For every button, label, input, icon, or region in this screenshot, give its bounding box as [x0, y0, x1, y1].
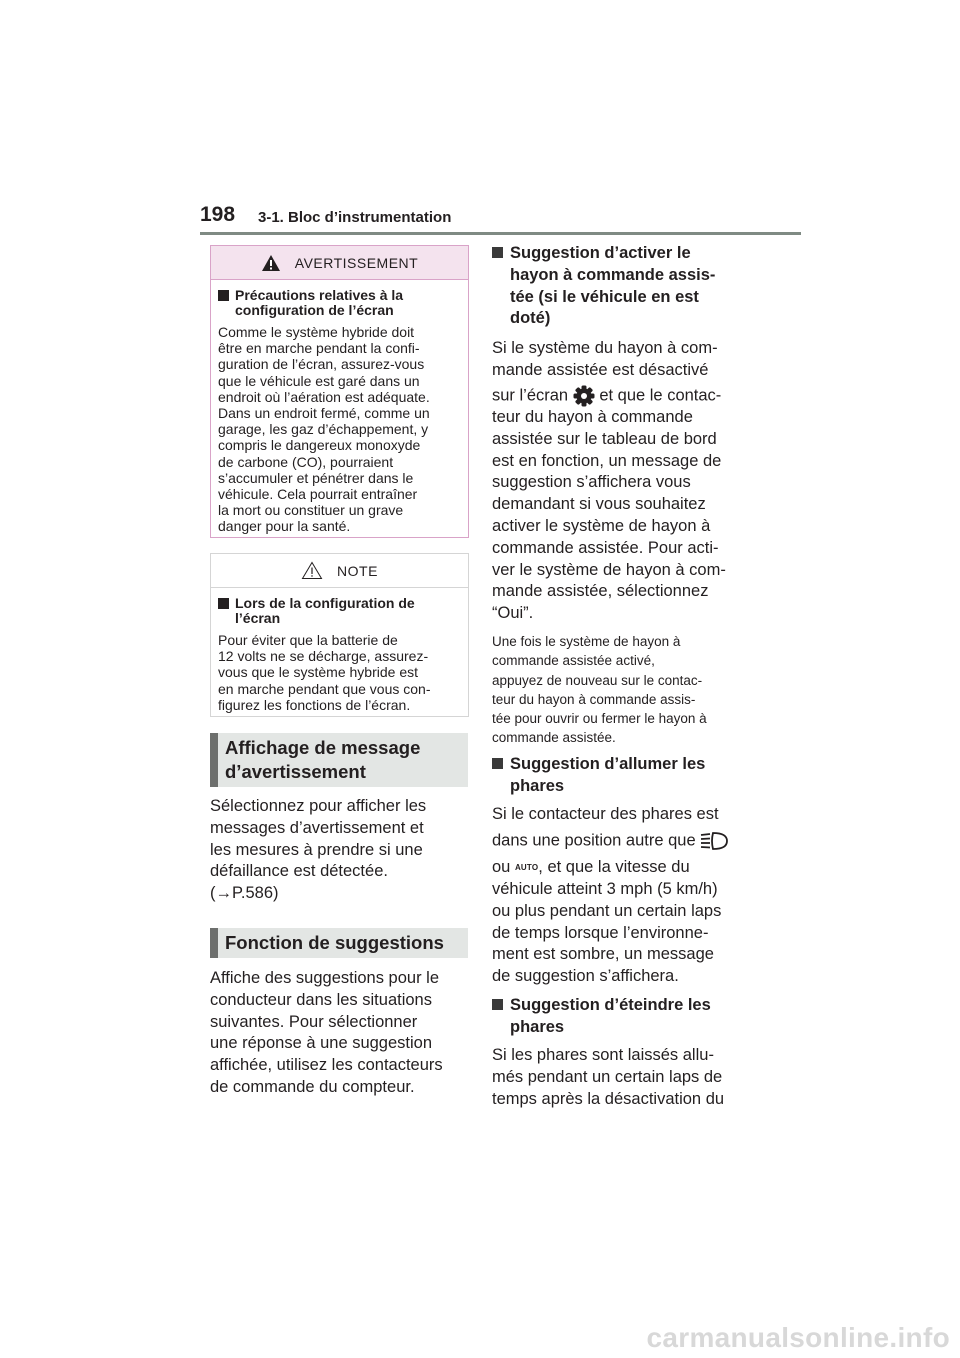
text-line: demandant si vous souhaitez	[492, 495, 706, 514]
text-line: endroit où l’aération est adéquate.	[218, 388, 430, 405]
section1-paragraph: Sélectionnez pour afficher les messages d’avertissement et les mesures à prendre si une défaillance est détectée. (→P.586)	[210, 797, 427, 903]
text-line: doté)	[510, 309, 551, 328]
text-line: commande assistée.	[492, 730, 616, 746]
note-body	[218, 632, 461, 713]
sub2-line-with-headlight-icon: dans une position autre que	[492, 830, 728, 852]
text-line: Si les phares sont laissés allu-	[492, 1046, 714, 1064]
text-line: “Oui”.	[492, 604, 534, 623]
warning-body	[218, 324, 461, 535]
text-line: Si le système du hayon à com-	[492, 339, 718, 357]
headlight-icon	[700, 830, 728, 852]
text-line: tée pour ouvrir ou fermer le hayon à	[492, 711, 707, 727]
text-line: mande assistée est désactivé	[492, 360, 709, 379]
text-line: messages d’avertissement et	[210, 818, 424, 837]
section-heading-warning-messages	[210, 733, 468, 787]
text-line: activer le système de hayon à	[492, 516, 711, 535]
text-line: ment est sombre, un message	[492, 945, 714, 964]
subheading-headlights-off	[492, 995, 711, 1039]
square-bullet-icon	[218, 290, 229, 301]
text-line: configuration de l’écran	[235, 302, 394, 318]
text-line: teur du hayon à commande	[492, 408, 693, 426]
warning-header	[211, 246, 468, 279]
text-line: Suggestion d’allumer les	[510, 755, 706, 773]
text-line: commande assistée activé,	[492, 653, 655, 669]
note-subtitle	[218, 596, 461, 626]
sub1-paragraph-intro	[492, 338, 718, 382]
text-line: de commande du compteur.	[210, 1077, 415, 1096]
text-line: s’accumuler et pénétrer dans le	[218, 469, 414, 486]
warning-triangle-icon	[261, 254, 281, 272]
text-line: Affichage de message	[225, 737, 421, 758]
warning-subtitle	[218, 288, 461, 318]
text-line: ou plus pendant un certain laps	[492, 901, 722, 920]
text-line: Affiche des suggestions pour le	[210, 969, 440, 987]
sub3-paragraph	[492, 1045, 724, 1110]
text-line: tée (si le véhicule en est	[510, 287, 699, 306]
text-line: Une fois le système de hayon à	[492, 634, 681, 649]
warning-title: AVERTISSEMENT	[294, 254, 419, 271]
page-number: 198	[200, 203, 236, 226]
page-reference[interactable]: P.586	[232, 884, 273, 903]
sub2-line-with-auto-icon: ou AUTO, et que la vitesse du	[492, 858, 690, 876]
note-title: NOTE	[337, 562, 378, 579]
section-heading-suggestions: Fonction de suggestions	[210, 928, 468, 958]
note-box	[210, 553, 469, 717]
text-line: véhicule atteint 3 mph (5 km/h)	[492, 880, 718, 898]
section2-paragraph	[210, 968, 443, 1099]
text-line: phares	[510, 776, 565, 795]
text-line: les mesures à prendre si une	[210, 840, 423, 859]
reference-arrow: →	[215, 884, 232, 903]
text-line: assistée sur le tableau de bord	[492, 429, 717, 448]
text-line: Précautions relatives à la	[235, 287, 404, 303]
text-line: de suggestion s’affichera.	[492, 967, 679, 986]
text-line: Sélectionnez pour afficher les	[210, 797, 427, 815]
warning-box	[210, 245, 469, 538]
note-header	[211, 554, 468, 587]
text-line: més pendant un certain laps de	[492, 1067, 723, 1086]
sub2-line-1: Si le contacteur des phares est	[492, 805, 719, 823]
text-line: Dans un endroit fermé, comme un	[218, 405, 430, 422]
text-line: garage, les gaz d’échappement, y	[218, 421, 429, 438]
gear-icon	[573, 385, 595, 407]
warning-divider	[211, 279, 468, 280]
text-line: de carbone (CO), pourraient	[218, 453, 394, 470]
text-line: affichée, utilisez les contacteurs	[210, 1056, 443, 1075]
text-line: ver le système de hayon à com-	[492, 560, 726, 579]
text-line: Suggestion d’activer le	[510, 244, 691, 262]
text-line: est en fonction, un message de	[492, 451, 722, 470]
sub1-line-with-icon: sur l’écran et que le contac-	[492, 385, 721, 407]
text-line: Comme le système hybride doit	[218, 324, 415, 340]
square-bullet-icon	[218, 598, 229, 609]
text-line: Suggestion d’éteindre les	[510, 996, 711, 1014]
text-line: suivantes. Pour sélectionner	[210, 1012, 418, 1031]
text-line: être en marche pendant la confi-	[218, 340, 420, 357]
square-bullet-icon	[492, 999, 503, 1010]
text-line: teur du hayon à commande assis-	[492, 691, 696, 707]
chapter-title: 3-1. Bloc d’instrumentation	[258, 209, 452, 226]
sub1-small-note	[492, 632, 707, 748]
text-line: mande assistée, sélectionnez	[492, 582, 709, 601]
text-line: appuyez de nouveau sur le contac-	[492, 672, 703, 688]
text-line: conducteur dans les situations	[210, 990, 432, 1009]
header-rule	[200, 232, 801, 235]
text-line: figurez les fonctions de l’écran.	[218, 696, 411, 713]
auto-headlight-icon: AUTO	[514, 863, 539, 872]
text-line: suggestion s’affichera vous	[492, 473, 691, 492]
text-line: vous que le système hybride est	[218, 664, 418, 681]
text-line: de temps lorsque l’environne-	[492, 923, 709, 942]
text-line: temps après la désactivation du	[492, 1089, 725, 1108]
text-line: défaillance est détectée.	[210, 862, 388, 881]
note-divider	[211, 587, 468, 588]
text-line: que le véhicule est garé dans un	[218, 372, 420, 389]
text-line: compris le dangereux monoxyde	[218, 437, 421, 454]
text-line: hayon à commande assis-	[510, 265, 716, 284]
text-line: Pour éviter que la batterie de	[218, 632, 398, 648]
text-line: véhicule. Cela pourrait entraîner	[218, 486, 418, 503]
square-bullet-icon	[492, 758, 503, 769]
text-line: une réponse à une suggestion	[210, 1034, 433, 1053]
text-line: danger pour la santé.	[218, 518, 351, 535]
text-line: commande assistée. Pour acti-	[492, 538, 719, 557]
sub2-paragraph	[492, 879, 721, 988]
sub1-paragraph	[492, 407, 726, 625]
text-line: guration de l’écran, assurez-vous	[218, 356, 425, 373]
text-line: 12 volts ne se décharge, assurez-	[218, 648, 429, 665]
text-line: l’écran	[235, 610, 281, 626]
text-line: Lors de la configuration de	[235, 595, 415, 611]
subheading-power-back-door	[492, 243, 715, 330]
caution-triangle-outline-icon	[301, 561, 323, 580]
text-line: phares	[510, 1017, 565, 1036]
text-line: la mort ou constituer un grave	[218, 502, 404, 519]
text-line: en marche pendant que vous con-	[218, 680, 431, 697]
watermark: carmanualsonline.info	[646, 1322, 950, 1353]
subheading-headlights-on	[492, 754, 705, 798]
text-line: d’avertissement	[225, 761, 366, 782]
square-bullet-icon	[492, 247, 503, 258]
